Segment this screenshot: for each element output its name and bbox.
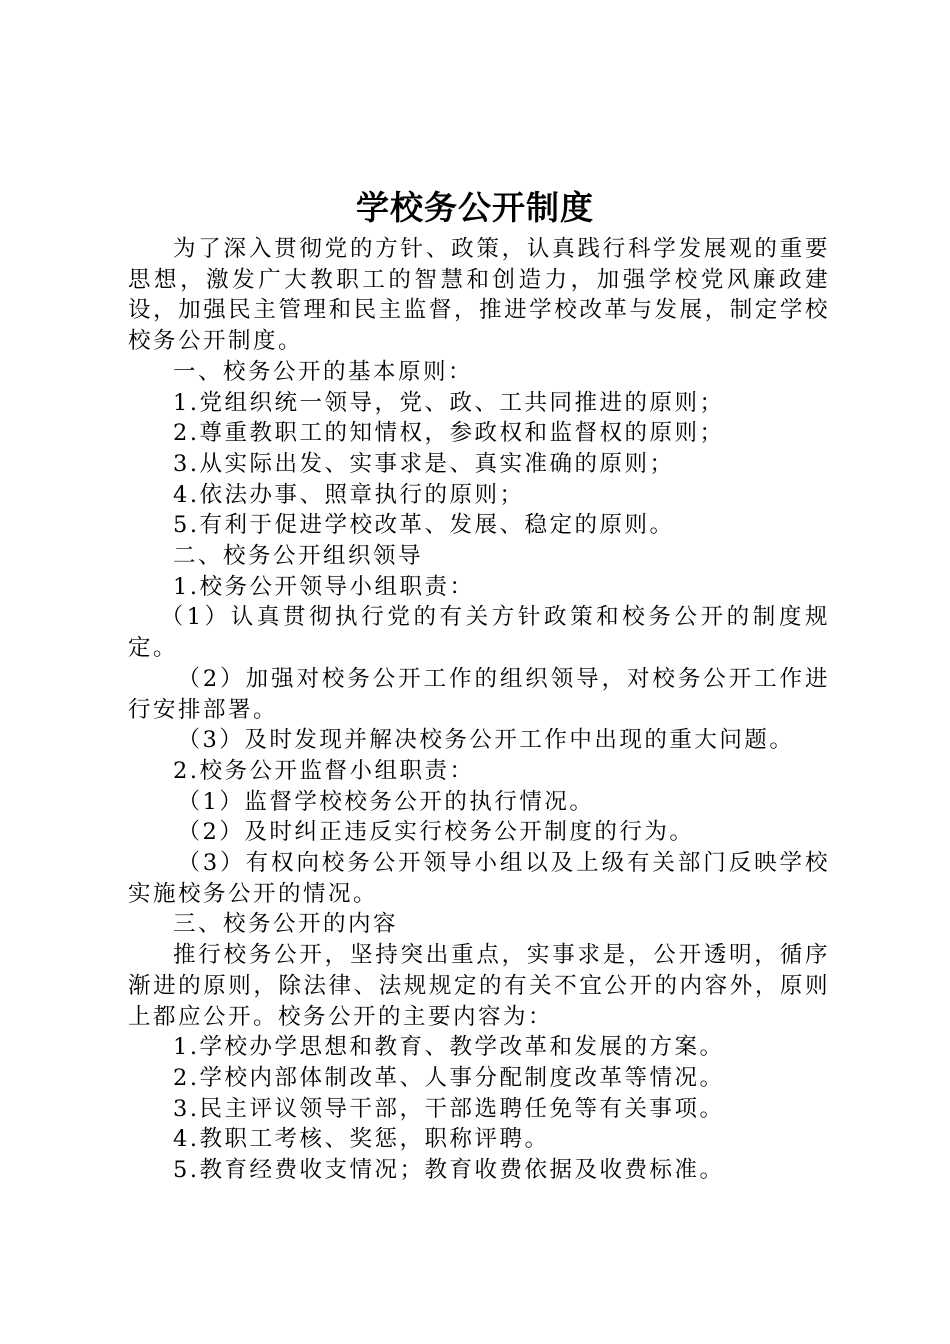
list-item: 1.学校办学思想和教育、教学改革和发展的方案。 bbox=[173, 1034, 725, 1061]
list-item: 4.依法办事、照章执行的原则； bbox=[173, 481, 525, 508]
list-item: 2.尊重教职工的知情权，参政权和监督权的原则； bbox=[173, 420, 725, 447]
section-heading: 三、校务公开的内容 bbox=[173, 911, 399, 938]
document-body bbox=[128, 234, 830, 1186]
sub-list-item: （2）及时纠正违反实行校务公开制度的行为。 bbox=[177, 819, 695, 846]
list-item: 2.校务公开监督小组职责： bbox=[173, 757, 475, 784]
list-item: 5.教育经费收支情况；教育收费依据及收费标准。 bbox=[173, 1157, 725, 1184]
sub-list-item: （1）认真贯彻执行党的有关方针政策和校务公开的制度规定。 bbox=[128, 604, 830, 662]
sub-list-item: （2）加强对校务公开工作的组织领导，对校务公开工作进行安排部署。 bbox=[128, 665, 830, 723]
list-item: 1.党组织统一领导，党、政、工共同推进的原则； bbox=[173, 389, 725, 416]
list-item: 2.学校内部体制改革、人事分配制度改革等情况。 bbox=[173, 1064, 725, 1091]
document-title: 学校务公开制度 bbox=[356, 188, 594, 227]
body-paragraph: 推行校务公开，坚持突出重点，实事求是，公开透明，循序渐进的原则，除法律、法规规定的有关不宜公开的内容外，原则上都应公开。校务公开的主要内容为： bbox=[128, 942, 830, 1030]
list-item: 4.教职工考核、奖惩，职称评聘。 bbox=[173, 1126, 550, 1153]
sub-list-item: （3）及时发现并解决校务公开工作中出现的重大问题。 bbox=[177, 727, 795, 754]
section-heading: 一、校务公开的基本原则： bbox=[173, 358, 474, 385]
intro-paragraph: 为了深入贯彻党的方针、政策，认真践行科学发展观的重要思想，激发广大教职工的智慧和创造力，加强学校党风廉政建设，加强民主管理和民主监督，推进学校改革与发展，制定学校校务公开制度。 bbox=[128, 236, 830, 355]
section-heading: 二、校务公开组织领导 bbox=[173, 543, 424, 570]
list-item: 3.从实际出发、实事求是、真实准确的原则； bbox=[173, 450, 675, 477]
list-item: 5.有利于促进学校改革、发展、稳定的原则。 bbox=[173, 512, 675, 539]
sub-list-item: （3）有权向校务公开领导小组以及上级有关部门反映学校实施校务公开的情况。 bbox=[128, 850, 830, 907]
sub-list-item: （1）监督学校校务公开的执行情况。 bbox=[177, 788, 595, 815]
list-item: 1.校务公开领导小组职责： bbox=[173, 573, 475, 600]
list-item: 3.民主评议领导干部，干部选聘任免等有关事项。 bbox=[173, 1095, 725, 1122]
